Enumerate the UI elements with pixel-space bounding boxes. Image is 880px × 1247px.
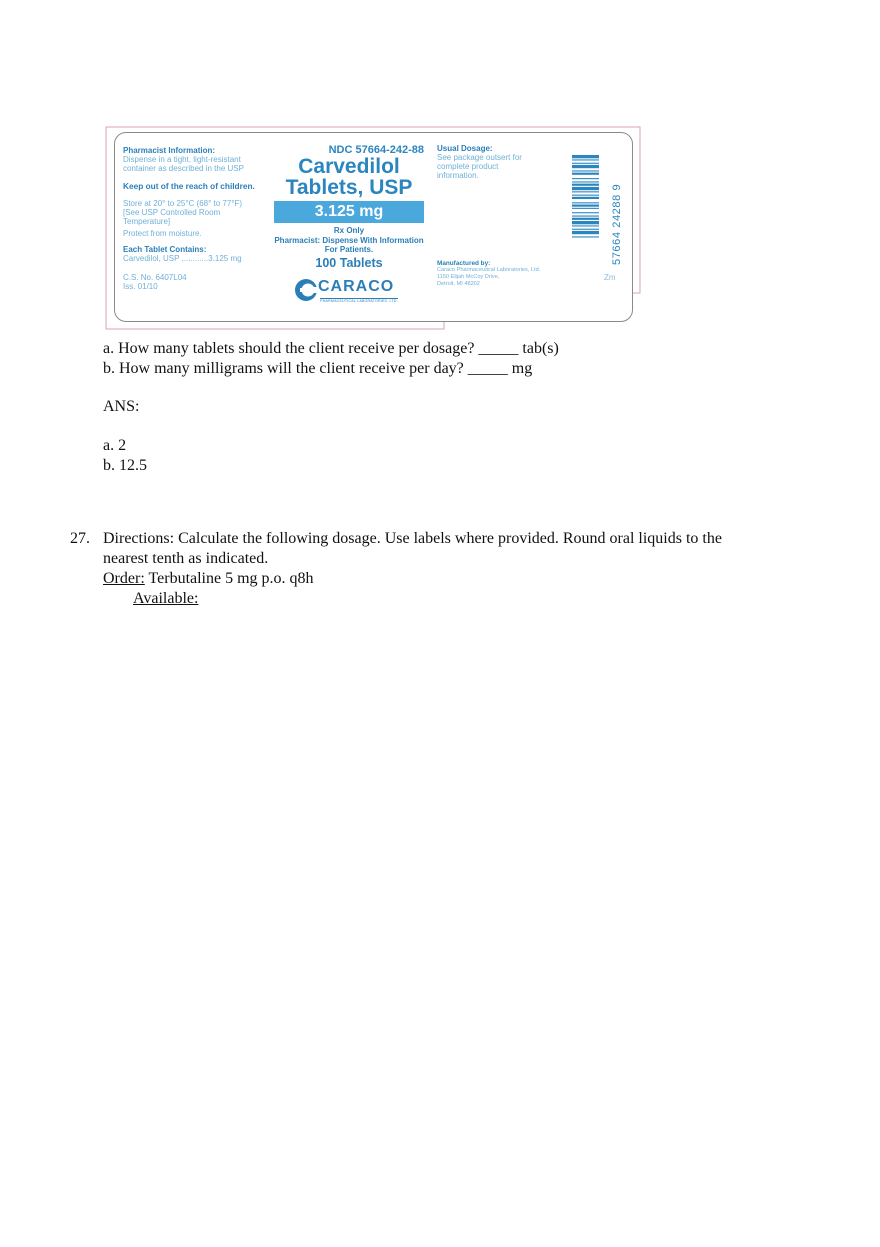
logo-text: CARACO <box>318 278 395 295</box>
logo-subtext: PHARMACEUTICAL LABORATORIES, LTD. <box>320 299 398 303</box>
answer-a: a. 2 <box>103 437 127 454</box>
issue-date: Iss. 01/10 <box>123 282 158 291</box>
zm-mark: Zm <box>604 273 616 282</box>
drug-label-card <box>114 132 633 322</box>
rx-only: Rx Only <box>333 226 365 235</box>
pharmacist-info-line: container as described in the USP <box>123 164 244 173</box>
tablet-count: 100 Tablets <box>315 256 383 270</box>
question-part-b: b. How many milligrams will the client receive per day? _____ mg <box>103 360 533 377</box>
label-center-panel <box>270 144 428 306</box>
each-tablet-heading: Each Tablet Contains: <box>123 245 207 254</box>
problem-number: 27. <box>70 530 90 547</box>
storage-line: [See USP Controlled Room <box>123 208 221 217</box>
ndc-number: NDC 57664-242-88 <box>328 144 424 156</box>
answer-label: ANS: <box>103 398 140 415</box>
answer-b: b. 12.5 <box>103 457 147 474</box>
usual-dosage-line: See package outsert for <box>437 153 522 162</box>
pharmacist-info-line: Dispense in a tight, light-resistant <box>123 155 241 164</box>
label-right-panel <box>437 144 577 180</box>
available-label: Available: <box>133 590 199 607</box>
storage-line: Temperature] <box>123 217 171 226</box>
order-line <box>103 569 314 589</box>
order-text: Terbutaline 5 mg p.o. q8h <box>144 570 314 587</box>
manufacturer-line: 1150 Elijah McCoy Drive, <box>437 274 500 280</box>
caraco-logo <box>294 276 404 306</box>
usual-dosage-line: information. <box>437 171 479 180</box>
manufactured-heading: Manufactured by: <box>437 260 491 267</box>
protect-moisture: Protect from moisture. <box>123 229 202 238</box>
dispense-line: For Patients. <box>324 245 374 254</box>
caraco-logo-mark-icon <box>294 277 318 303</box>
drug-name-line1: Carvedilol <box>298 155 400 178</box>
barcode-icon <box>572 155 599 263</box>
manufacturer-line: Detroit, MI 48202 <box>437 281 480 287</box>
dispense-line: Pharmacist: Dispense With Information <box>274 236 424 245</box>
order-label: Order: <box>103 570 145 587</box>
usual-dosage-heading: Usual Dosage: <box>437 144 493 153</box>
question-part-a: a. How many tablets should the client receive per dosage? _____ tab(s) <box>103 340 559 357</box>
storage-line: Store at 20° to 25°C (68° to 77°F) <box>123 199 243 208</box>
drug-name-line2: Tablets, USP <box>285 176 413 199</box>
cs-number: C.S. No. 6407L04 <box>123 273 187 282</box>
directions-line: nearest tenth as indicated. <box>103 550 269 567</box>
keep-out-warning: Keep out of the reach of children. <box>123 181 255 191</box>
directions-line: Directions: Calculate the following dosage. Use labels where provided. Round oral liquids to the <box>103 530 722 547</box>
label-left-panel <box>123 146 273 291</box>
pharmacist-info-heading: Pharmacist Information: <box>123 146 216 155</box>
manufacturer-line: Caraco Pharmaceutical Laboratories, Ltd. <box>437 267 541 273</box>
each-tablet-line: Carvedilol, USP ............3.125 mg <box>123 254 242 263</box>
barcode-number: 57664 24288 9 <box>611 183 623 265</box>
strength-badge: 3.125 mg <box>274 201 424 223</box>
usual-dosage-line: complete product <box>437 162 499 171</box>
manufacturer-block <box>437 260 577 288</box>
drug-label-image <box>105 123 641 331</box>
